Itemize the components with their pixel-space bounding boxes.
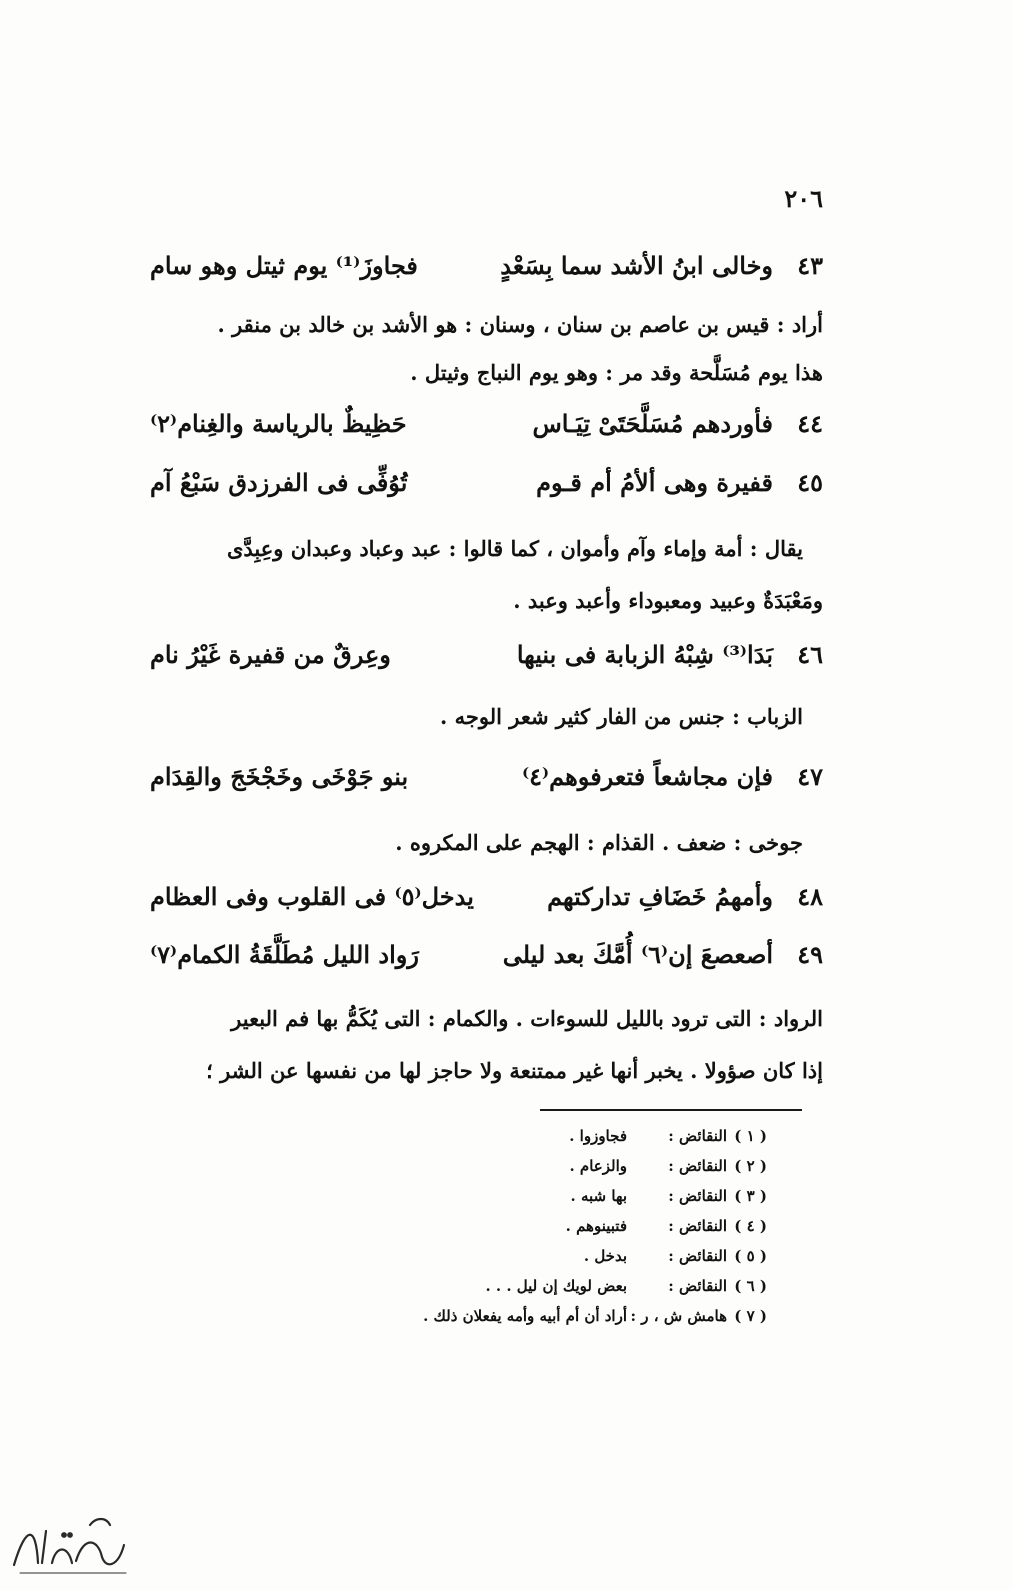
verse-line — [150, 932, 823, 976]
footnote-number: ( ٤ ) — [734, 1217, 767, 1235]
footnote-number: ( ١ ) — [734, 1127, 767, 1145]
footnote-text: بدخل . — [583, 1247, 627, 1265]
footnote-item — [347, 1151, 767, 1181]
verse-line — [150, 460, 823, 504]
footnote-text: والزعام . — [569, 1157, 627, 1175]
footnote-source: النقائض : — [668, 1127, 727, 1145]
footnote-source: النقائض : — [668, 1187, 727, 1205]
verse-second-hemistich: بنو جَوْخَى وخَجْخَجَ والقِدَام — [150, 761, 409, 791]
verse-number: ٤٦ — [797, 639, 823, 669]
verse-second-hemistich: حَظِيظٌ بالرياسة والغِنام⁽٢⁾ — [150, 408, 407, 438]
verse-first-hemistich: وخالى ابنُ الأشد سما بِسَعْدٍ — [500, 250, 773, 280]
verse-line — [150, 243, 823, 287]
commentary-line: إذا كان صؤولا . يخبر أنها غير ممتنعة ولا حاجز لها من نفسها عن الشر ؛ — [206, 1058, 823, 1083]
commentary-line: الزباب : جنس من الفار كثير شعر الوجه . — [440, 704, 803, 729]
verse-line — [150, 874, 823, 918]
footnote-source: النقائض : — [668, 1217, 727, 1235]
footnote-source: النقائض : — [668, 1247, 727, 1265]
verse-second-hemistich: يدخل⁽٥⁾ فى القلوب وفى العظام — [150, 881, 474, 911]
footnote-item — [347, 1241, 767, 1271]
verse-first-hemistich: قفيرة وهى ألأمُ أم قـوم — [536, 467, 773, 497]
verse-first-hemistich: وأمهمُ خَضَافِ تداركتهم — [547, 881, 773, 911]
verse-line — [150, 401, 823, 445]
footnote-item — [347, 1211, 767, 1241]
watermark-calligraphy-icon — [6, 1505, 136, 1580]
verse-number: ٤٧ — [797, 761, 823, 791]
footnote-number: ( ٧ ) — [734, 1307, 767, 1325]
footnote-source: النقائض : — [668, 1157, 727, 1175]
footnote-number: ( ٦ ) — [734, 1277, 767, 1295]
verse-number: ٤٣ — [797, 250, 823, 280]
footnote-source: النقائض : — [668, 1277, 727, 1295]
footnote-source: هامش ش ، ر : — [630, 1307, 727, 1325]
footnote-text: أراد أن أم أبيه وأمه يفعلان ذلك . — [423, 1307, 627, 1325]
footnote-number: ( ٣ ) — [734, 1187, 767, 1205]
footnote-text: بها شبه . — [570, 1187, 627, 1205]
footnote-text: بعض لويك إن ليل . . . — [485, 1277, 627, 1295]
footnote-number: ( ٥ ) — [734, 1247, 767, 1265]
verse-first-hemistich: فإن مجاشعاً فتعرفوهم⁽٤⁾ — [521, 761, 773, 791]
page-number: ٢٠٦ — [784, 184, 823, 213]
verse-second-hemistich: وعِرقٌ من قفيرة غَيْرُ نام — [150, 639, 391, 669]
verse-number: ٤٤ — [797, 408, 823, 438]
verse-number: ٤٥ — [797, 467, 823, 497]
watermark-logo — [6, 1505, 136, 1580]
verse-second-hemistich: تُوُفِّى فى الفرزدق سَبْعُ آم — [150, 467, 408, 497]
verse-number: ٤٨ — [797, 881, 823, 911]
verse-second-hemistich: رَواد الليل مُطَلَّقَةُ الكمام⁽٧⁾ — [150, 939, 419, 969]
footnote-text: فتبينوهم . — [565, 1217, 627, 1235]
footnote-divider — [540, 1109, 802, 1111]
commentary-line: ومَعْبَدَةٌ وعبيد ومعبوداء وأعبد وعبد . — [513, 588, 823, 613]
footnotes-list — [347, 1121, 767, 1331]
commentary-line: جوخى : ضعف . القذام : الهجم على المكروه . — [395, 830, 803, 855]
verse-line — [150, 632, 823, 676]
footnote-item — [347, 1181, 767, 1211]
verse-first-hemistich: فأوردهم مُسَلَّحَتَىْ تِيَـاس — [532, 408, 773, 438]
footnote-item — [347, 1121, 767, 1151]
footnote-item — [347, 1301, 767, 1331]
commentary-line: أراد : قيس بن عاصم بن سنان ، وسنان : هو الأشد بن خالد بن منقر . — [217, 312, 823, 337]
footnote-number: ( ٢ ) — [734, 1157, 767, 1175]
verse-line — [150, 754, 823, 798]
verse-first-hemistich: بَدَا⁽³⁾ شِبْهُ الزبابة فى بنيها — [516, 639, 773, 669]
verse-second-hemistich: فجاوزَ⁽¹⁾ يوم ثيتل وهو سام — [150, 250, 418, 280]
commentary-line: هذا يوم مُسَلَّحة وقد مر : وهو يوم النباج وثيتل . — [410, 360, 823, 385]
commentary-line: يقال : أمة وإماء وآم وأموان ، كما قالوا : عبد وعباد وعبدان وعِبِدَّى — [226, 536, 803, 561]
commentary-line: الرواد : التى ترود بالليل للسوءات . والكمام : التى يُكَمُّ بها فم البعير — [231, 1006, 823, 1031]
footnote-item — [347, 1271, 767, 1301]
footnote-text: فجاوزوا . — [569, 1127, 627, 1145]
verse-first-hemistich: أصعصعَ إن⁽٦⁾ أُمَّكَ بعد ليلى — [502, 939, 773, 969]
verse-number: ٤٩ — [797, 939, 823, 969]
